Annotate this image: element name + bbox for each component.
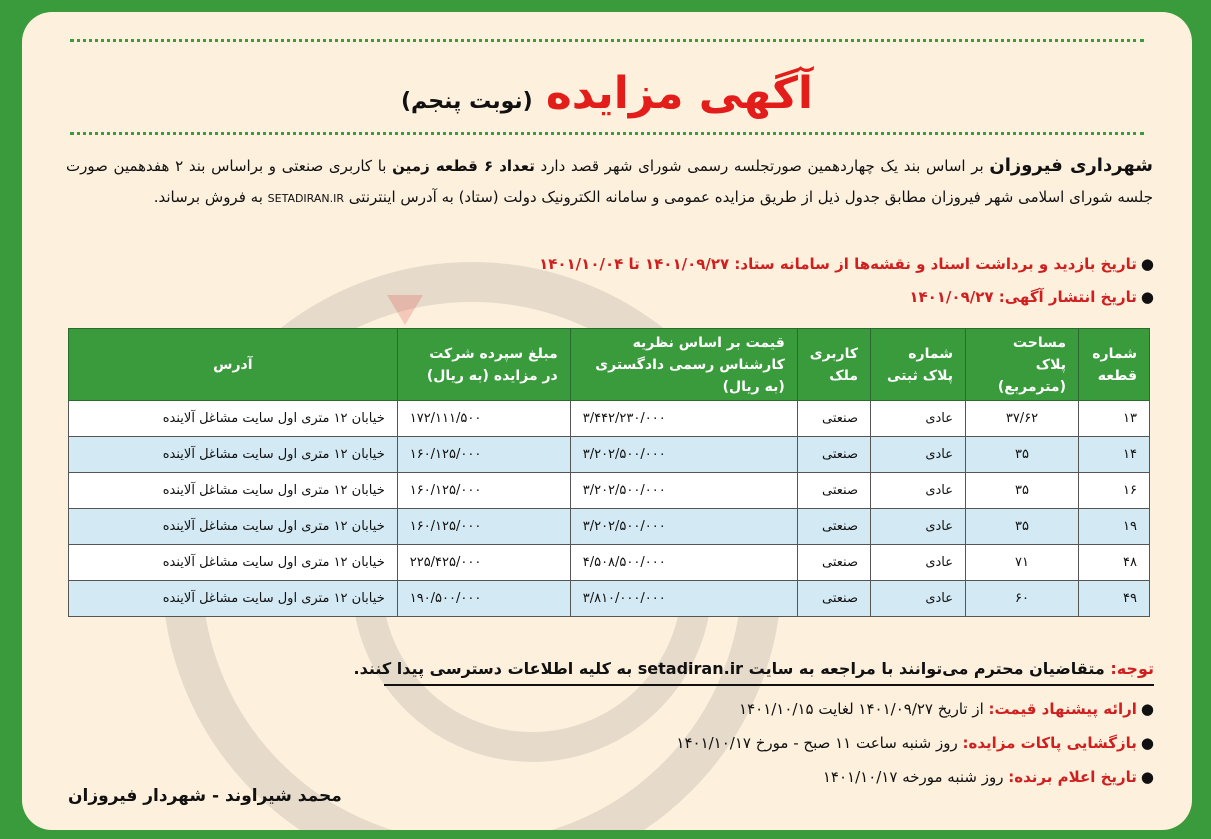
intro-website: SETADIRAN.IR xyxy=(267,192,345,205)
cell-address: خیابان ۱۲ متری اول سایت مشاغل آلاینده xyxy=(69,473,398,509)
header-area: مساحت پلاک (مترمربع) xyxy=(966,329,1079,401)
intro-text-1: بر اساس بند یک چهاردهمین صورتجلسه رسمی شورای شهر قصد دارد xyxy=(534,157,990,175)
cell-deposit: ۱۷۲/۱۱۱/۵۰۰ xyxy=(397,401,570,437)
header-price: قیمت بر اساس نظریه کارشناس رسمی دادگستری (به ریال) xyxy=(570,329,797,401)
cell-deposit: ۱۶۰/۱۲۵/۰۰۰ xyxy=(397,509,570,545)
intro-land-count: تعداد ۶ قطعه زمین xyxy=(392,157,535,175)
cell-use: صنعتی xyxy=(797,401,870,437)
cell-area: ۳۵ xyxy=(966,509,1079,545)
table-header-row xyxy=(69,329,1150,401)
table-row xyxy=(69,545,1150,581)
cell-address: خیابان ۱۲ متری اول سایت مشاغل آلاینده xyxy=(69,509,398,545)
table-row xyxy=(69,437,1150,473)
organization-name: شهرداری فیروزان xyxy=(989,155,1153,176)
visit-date-bullet xyxy=(539,255,1154,273)
cell-plaque: عادی xyxy=(871,401,966,437)
intro-paragraph xyxy=(66,150,1153,214)
header-use: کاربری ملک xyxy=(797,329,870,401)
cell-use: صنعتی xyxy=(797,437,870,473)
note-text-1: متقاضیان محترم می‌توانند با مراجعه به سایت xyxy=(743,659,1111,678)
cell-area: ۶۰ xyxy=(966,581,1079,617)
header-lot: شماره قطعه xyxy=(1079,329,1150,401)
publish-date-text: تاریخ انتشار آگهی: ۱۴۰۱/۰۹/۲۷ xyxy=(909,288,1137,306)
publish-date-bullet xyxy=(909,288,1154,306)
cell-deposit: ۱۶۰/۱۲۵/۰۰۰ xyxy=(397,437,570,473)
cell-plaque: عادی xyxy=(871,545,966,581)
notice-card xyxy=(22,12,1192,830)
table-row xyxy=(69,473,1150,509)
mayor-signature: محمد شیراوند - شهردار فیروزان xyxy=(68,786,342,806)
cell-area: ۷۱ xyxy=(966,545,1079,581)
cell-deposit: ۱۶۰/۱۲۵/۰۰۰ xyxy=(397,473,570,509)
table-row xyxy=(69,581,1150,617)
cell-plaque: عادی xyxy=(871,437,966,473)
cell-lot: ۴۸ xyxy=(1079,545,1150,581)
header-plaque: شماره پلاک ثبتی xyxy=(871,329,966,401)
offer-label: ارائه پیشنهاد قیمت: xyxy=(988,700,1137,718)
bullet-dot-icon: ● xyxy=(1140,288,1154,306)
cell-address: خیابان ۱۲ متری اول سایت مشاغل آلاینده xyxy=(69,401,398,437)
table-row xyxy=(69,401,1150,437)
watermark-triangle-icon xyxy=(387,295,423,325)
notice-subtitle: (نوبت پنجم) xyxy=(401,89,533,114)
cell-price: ۴/۵۰۸/۵۰۰/۰۰۰ xyxy=(570,545,797,581)
cell-price: ۳/۲۰۲/۵۰۰/۰۰۰ xyxy=(570,509,797,545)
cell-deposit: ۲۲۵/۴۲۵/۰۰۰ xyxy=(397,545,570,581)
bullet-dot-icon: ● xyxy=(1140,255,1154,273)
winner-value: روز شنبه مورخه ۱۴۰۱/۱۰/۱۷ xyxy=(822,768,1009,786)
cell-price: ۳/۲۰۲/۵۰۰/۰۰۰ xyxy=(570,473,797,509)
offer-value: از تاریخ ۱۴۰۱/۰۹/۲۷ لغایت ۱۴۰۱/۱۰/۱۵ xyxy=(739,700,989,718)
cell-lot: ۱۹ xyxy=(1079,509,1150,545)
winner-label: تاریخ اعلام برنده: xyxy=(1008,768,1137,786)
cell-address: خیابان ۱۲ متری اول سایت مشاغل آلاینده xyxy=(69,581,398,617)
header-address: آدرس xyxy=(69,329,398,401)
intro-text-3: به فروش برساند. xyxy=(153,188,268,206)
cell-plaque: عادی xyxy=(871,581,966,617)
note-underline xyxy=(384,684,1154,686)
cell-address: خیابان ۱۲ متری اول سایت مشاغل آلاینده xyxy=(69,437,398,473)
notice-title: آگهی مزایده xyxy=(545,68,813,119)
header-deposit: مبلغ سپرده شرکت در مزایده (به ریال) xyxy=(397,329,570,401)
cell-lot: ۴۹ xyxy=(1079,581,1150,617)
visit-date-text: تاریخ بازدید و برداشت اسناد و نقشه‌ها از سامانه ستاد: ۱۴۰۱/۰۹/۲۷ تا ۱۴۰۱/۱۰/۰۴ xyxy=(539,255,1137,273)
notice-header xyxy=(22,68,1192,119)
note-text-2: به کلیه اطلاعات دسترسی پیدا کنند. xyxy=(353,659,638,678)
cell-area: ۳۷/۶۲ xyxy=(966,401,1079,437)
cell-lot: ۱۴ xyxy=(1079,437,1150,473)
offer-date-line xyxy=(739,700,1154,718)
cell-address: خیابان ۱۲ متری اول سایت مشاغل آلاینده xyxy=(69,545,398,581)
cell-deposit: ۱۹۰/۵۰۰/۰۰۰ xyxy=(397,581,570,617)
cell-plaque: عادی xyxy=(871,509,966,545)
cell-price: ۳/۲۰۲/۵۰۰/۰۰۰ xyxy=(570,437,797,473)
opening-date-line xyxy=(676,734,1154,752)
top-dotted-divider xyxy=(70,39,1144,42)
bullet-dot-icon: ● xyxy=(1140,700,1154,718)
cell-price: ۳/۴۴۲/۲۳۰/۰۰۰ xyxy=(570,401,797,437)
opening-value: روز شنبه ساعت ۱۱ صبح - مورخ ۱۴۰۱/۱۰/۱۷ xyxy=(676,734,963,752)
cell-lot: ۱۳ xyxy=(1079,401,1150,437)
cell-price: ۳/۸۱۰/۰۰۰/۰۰۰ xyxy=(570,581,797,617)
land-table xyxy=(68,328,1150,617)
cell-lot: ۱۶ xyxy=(1079,473,1150,509)
cell-area: ۳۵ xyxy=(966,437,1079,473)
winner-date-line xyxy=(823,768,1154,786)
cell-use: صنعتی xyxy=(797,473,870,509)
cell-use: صنعتی xyxy=(797,509,870,545)
intro-text-2: با کاربری صنعتی و براساس بند ۲ هفدهمین صورت جلسه شورای اسلامی شهر فیروزان مطابق جدول ذیل از طریق مزایده عمومی و سامانه الکترونیک دولت (ستاد) به آدرس اینترنتی xyxy=(66,157,1153,206)
note-website-link[interactable]: setadiran.ir xyxy=(637,659,744,678)
note-label: توجه: xyxy=(1110,659,1154,678)
cell-use: صنعتی xyxy=(797,545,870,581)
cell-plaque: عادی xyxy=(871,473,966,509)
opening-label: بازگشایی پاکات مزایده: xyxy=(962,734,1137,752)
bullet-dot-icon: ● xyxy=(1140,768,1154,786)
table-body xyxy=(69,401,1150,617)
cell-use: صنعتی xyxy=(797,581,870,617)
table-row xyxy=(69,509,1150,545)
bullet-dot-icon: ● xyxy=(1140,734,1154,752)
title-dotted-divider xyxy=(70,132,1144,135)
cell-area: ۳۵ xyxy=(966,473,1079,509)
note-line xyxy=(354,659,1154,678)
